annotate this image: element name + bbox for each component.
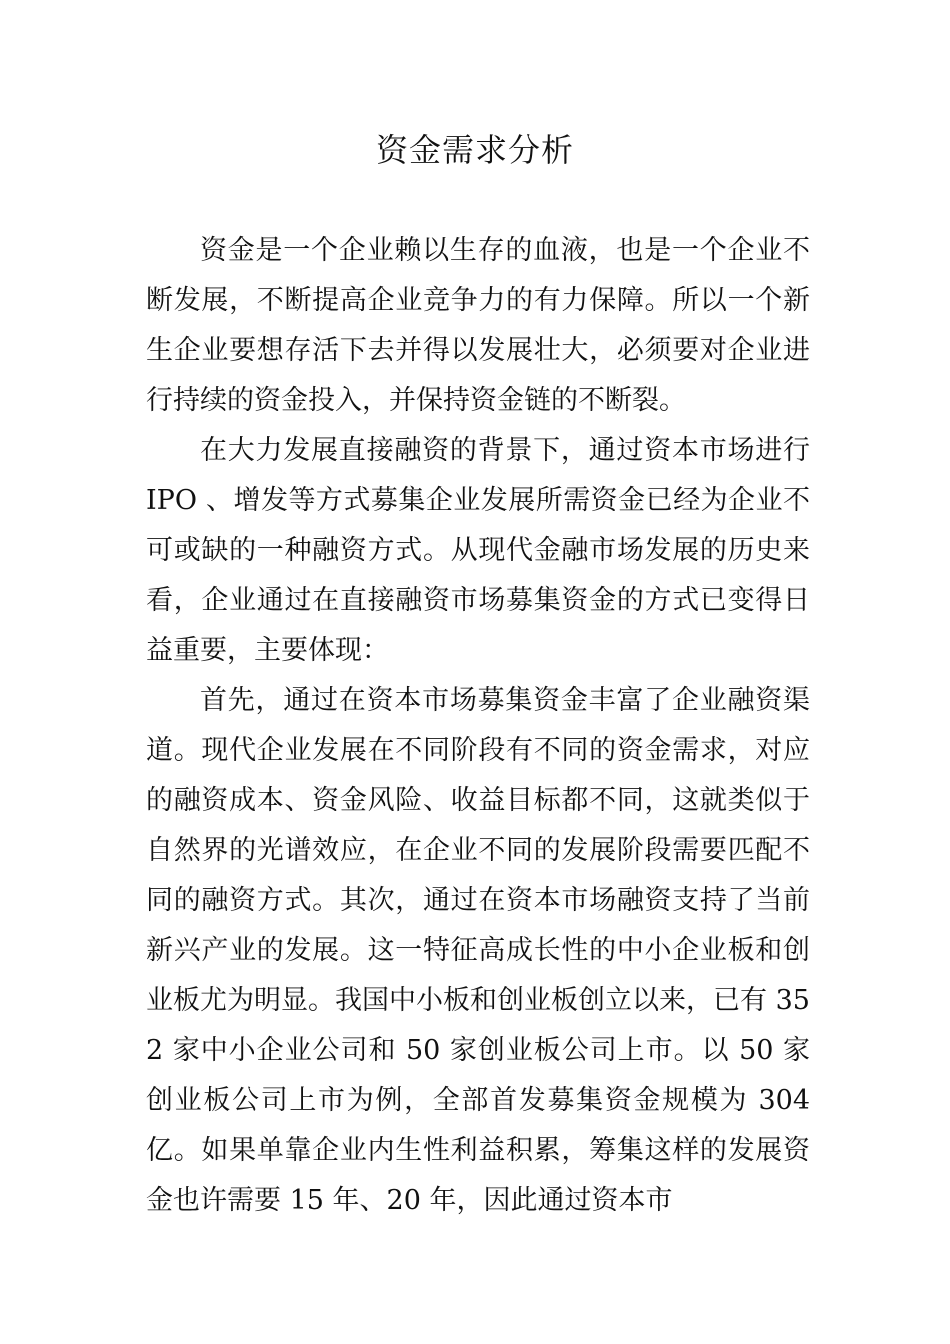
paragraph-2: 在大力发展直接融资的背景下，通过资本市场进行 IPO 、增发等方式募集企业发展所需资金已经为企业不可或缺的一种融资方式。从现代金融市场发展的历史来看，企业通过在直接融资市场募集资金的方式已变得日益重要，主要体现： — [146, 435, 810, 666]
document-body — [146, 226, 810, 1226]
paragraph-3: 首先，通过在资本市场募集资金丰富了企业融资渠道。现代企业发展在不同阶段有不同的资金需求，对应的融资成本、资金风险、收益目标都不同，这就类似于自然界的光谱效应，在企业不同的发展阶段需要匹配不同的融资方式。其次，通过在资本市场融资支持了当前新兴产业的发展。这一特征高成长性的中小企业板和创业板尤为明显。我国中小板和创业板创立以来，已有 352 家中小企业公司和 50 家创业板公司上市。以 50 家创业板公司上市为例，全部首发募集资金规模为 304 亿。如果单靠企业内生性利益积累，筹集这样的发展资金也许需要 15 年、20 年，因此通过资本市 — [146, 685, 810, 1216]
document-title: 资金需求分析 — [375, 131, 574, 169]
paragraph-1: 资金是一个企业赖以生存的血液，也是一个企业不断发展，不断提高企业竞争力的有力保障。所以一个新生企业要想存活下去并得以发展壮大，必须要对企业进行持续的资金投入，并保持资金链的不断裂。 — [146, 235, 810, 416]
